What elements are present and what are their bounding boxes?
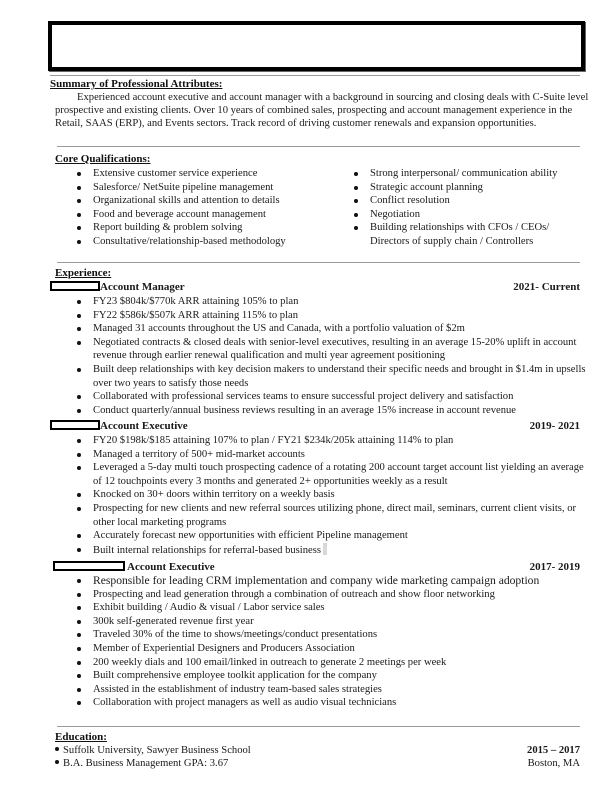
job-bullets (73, 434, 588, 557)
list-item: Conduct quarterly/annual business reviews resulting in an average 15% increase in account revenue (73, 404, 588, 418)
summary-heading: Summary of Professional Attributes: (50, 78, 223, 90)
summary-text: Experienced account executive and account manager with a background in sourcing and closing deals with C-Suite level prospective and existing clients. Over 10 years of combined sales, prospecting and account management experience in the Retail, SAAS (ERP), and Events sectors. Track record of driving customer renewals and expansion opportunities. (55, 92, 589, 130)
list-item: Prospecting and lead generation through a combination of outreach and show floor networking (73, 588, 593, 602)
job-dates: 2019- 2021 (529, 420, 580, 432)
job-header (48, 419, 580, 433)
name-header-box (48, 21, 585, 71)
job-dates: 2021- Current (513, 281, 580, 293)
list-item: Collaborated with professional services teams to ensure successful project delivery and satisfaction (73, 390, 588, 404)
job-bullets (73, 574, 593, 710)
divider (50, 75, 580, 76)
bullet-icon (55, 760, 59, 764)
list-item: Collaboration with project managers as well as audio visual technicians (73, 696, 593, 710)
list-item: Strong interpersonal/ communication ability (350, 167, 590, 181)
job-title: Account Manager (100, 281, 185, 293)
list-item: Knocked on 30+ doors within territory on a weekly basis (73, 488, 588, 502)
list-item: 300k self-generated revenue first year (73, 615, 593, 629)
job-dates: 2017- 2019 (529, 561, 580, 573)
qualifications-heading: Core Qualifications: (55, 153, 151, 165)
list-item: Report building & problem solving (73, 221, 333, 235)
list-item: Extensive customer service experience (73, 167, 333, 181)
list-item: 200 weekly dials and 100 email/linked in outreach to generate 2 meetings per week (73, 656, 593, 670)
qualifications-right-list (350, 167, 590, 249)
list-item: Built comprehensive employee toolkit application for the company (73, 669, 593, 683)
divider (57, 726, 580, 727)
list-item (73, 543, 588, 558)
list-item: Prospecting for new clients and new referral sources utilizing phone, direct mail, seminars, current client visits, or other local marketing programs (73, 502, 588, 529)
list-item: Conflict resolution (350, 194, 590, 208)
education-row (55, 757, 580, 770)
list-item: Negotiation (350, 208, 590, 222)
experience-heading: Experience: (55, 267, 112, 279)
list-item: Building relationships with CFOs / CEOs/ Directors of supply chain / Controllers (350, 221, 590, 248)
list-item: FY23 $804k/$770k ARR attaining 105% to plan (73, 295, 588, 309)
job-header (48, 280, 580, 294)
job-bullets (73, 295, 588, 417)
list-item: FY22 $586k/$507k ARR attaining 115% to plan (73, 309, 588, 323)
education-heading: Education: (55, 731, 107, 743)
list-item: Managed 31 accounts throughout the US and Canada, with a portfolio valuation of $2m (73, 322, 588, 336)
list-item: Member of Experiential Designers and Producers Association (73, 642, 593, 656)
list-item: Traveled 30% of the time to shows/meetings/conduct presentations (73, 628, 593, 642)
job-header (48, 560, 580, 574)
bullet-text: Built internal relationships for referral-based business (93, 544, 321, 556)
redacted-company-name (53, 561, 125, 571)
education-dates: 2015 – 2017 (527, 745, 580, 756)
job-title: Account Executive (100, 420, 188, 432)
list-item: Accurately forecast new opportunities with efficient Pipeline management (73, 529, 588, 543)
list-item: FY20 $198k/$185 attaining 107% to plan / FY21 $234k/205k attaining 114% to plan (73, 434, 588, 448)
list-item: Leveraged a 5-day multi touch prospecting cadence of a rotating 200 account target account list yielding an average of 12 touchpoints every 3 months and generated 2+ opportunities weekly as a result (73, 461, 588, 488)
list-item: Built deep relationships with key decision makers to understand their specific needs and brought in $1.4m in upsells over two years to satisfy those needs (73, 363, 588, 390)
education-location: Boston, MA (527, 758, 580, 769)
list-item: Salesforce/ NetSuite pipeline management (73, 181, 333, 195)
qualifications-left-list (73, 167, 333, 249)
education-row (55, 744, 580, 757)
school-name: Suffolk University, Sawyer Business School (63, 745, 251, 756)
list-item: Responsible for leading CRM implementation and company wide marketing campaign adoption (73, 574, 593, 588)
redacted-company-name (50, 420, 100, 430)
list-item: Negotiated contracts & closed deals with senior-level executives, resulting in an average 15-20% uplift in account revenue through earlier renewal qualification and multi year agreement positioning (73, 336, 588, 363)
summary-paragraph (55, 91, 595, 131)
list-item: Exhibit building / Audio & visual / Labor service sales (73, 601, 593, 615)
divider (57, 262, 580, 263)
list-item: Consultative/relationship-based methodology (73, 235, 333, 249)
list-item: Organizational skills and attention to details (73, 194, 333, 208)
list-item: Managed a territory of 500+ mid-market accounts (73, 448, 588, 462)
list-item: Food and beverage account management (73, 208, 333, 222)
list-item: Strategic account planning (350, 181, 590, 195)
text-cursor-highlight (323, 543, 327, 555)
bullet-icon (55, 747, 59, 751)
divider (57, 146, 580, 147)
job-title: Account Executive (127, 561, 215, 573)
list-item: Assisted in the establishment of industry team-based sales strategies (73, 683, 593, 697)
degree: B.A. Business Management GPA: 3.67 (63, 758, 229, 769)
redacted-company-name (50, 281, 100, 291)
